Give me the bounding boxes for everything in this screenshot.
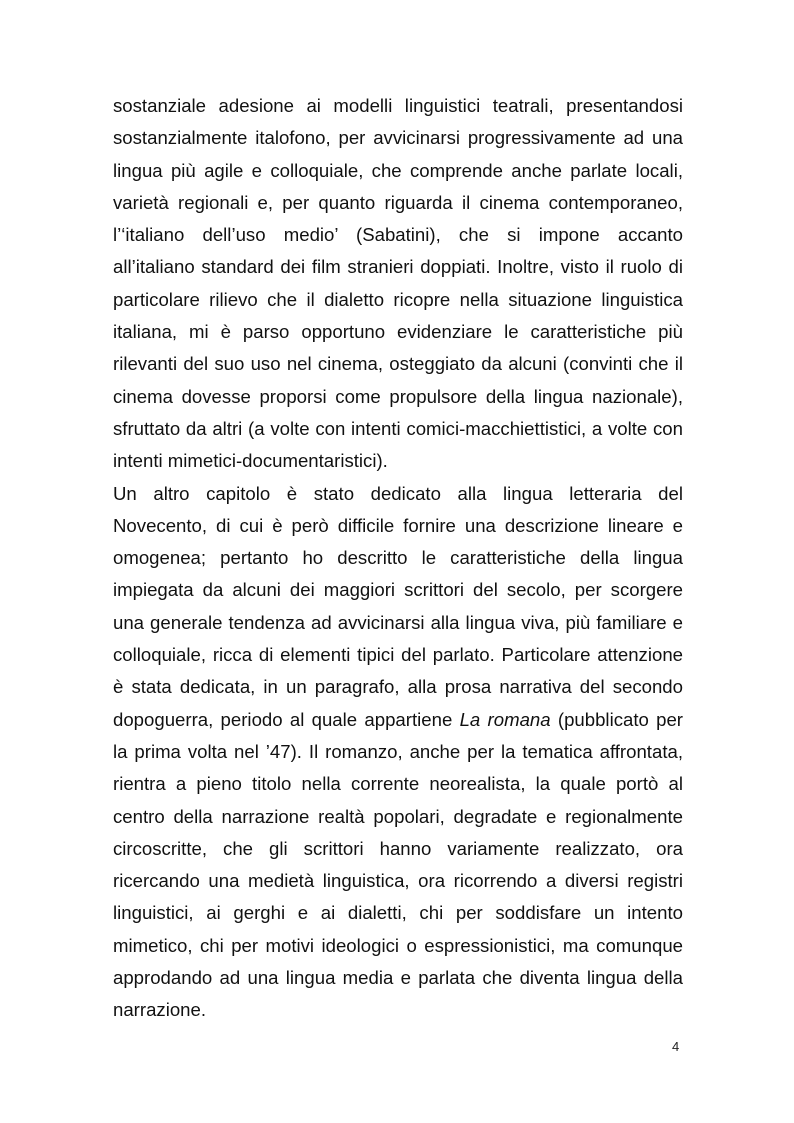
page-number: 4	[672, 1039, 680, 1054]
text-line: linguistici, ai gerghi e ai dialetti, chi per soddisfare un intento	[113, 902, 683, 924]
text-fragment: dopoguerra, periodo al quale appartiene	[113, 708, 460, 730]
text-line: sfruttato da altri (a volte con intenti comici-macchiettistici, a volte con	[113, 417, 683, 439]
text-line: Un altro capitolo è stato dedicato alla lingua letteraria del	[113, 482, 683, 504]
text-line: narrazione.	[113, 999, 207, 1021]
text-line: sostanziale adesione ai modelli linguistici teatrali, presentandosi	[113, 95, 683, 116]
text-line: omogenea; pertanto ho descritto le caratteristiche della lingua	[113, 547, 683, 569]
text-line: particolare rilievo che il dialetto ricopre nella situazione linguistica	[113, 288, 683, 310]
book-title: La romana	[459, 708, 551, 730]
text-line: approdando ad una lingua media e parlata che diventa lingua della	[113, 967, 683, 989]
text-line: impiegata da alcuni dei maggiori scrittori del secolo, per scorgere	[113, 579, 683, 601]
text-line: mimetico, chi per motivi ideologici o espressionistici, ma comunque	[113, 934, 683, 956]
text-line: varietà regionali e, per quanto riguarda il cinema contemporaneo,	[113, 191, 683, 213]
text-line: la prima volta nel ’47). Il romanzo, anche per la tematica affrontata,	[113, 740, 683, 762]
text-line: è stata dedicata, in un paragrafo, alla prosa narrativa del secondo	[113, 676, 683, 698]
text-line-with-title	[113, 704, 683, 736]
text-line: una generale tendenza ad avvicinarsi alla lingua viva, più familiare e	[113, 611, 683, 633]
text-line: sostanzialmente italofono, per avvicinarsi progressivamente ad una	[113, 127, 683, 149]
text-line: ricercando una medietà linguistica, ora ricorrendo a diversi registri	[113, 870, 683, 892]
text-line: Novecento, di cui è però difficile fornire una descrizione lineare e	[113, 514, 683, 536]
text-line: rilevanti del suo uso nel cinema, osteggiato da alcuni (convinti che il	[113, 353, 683, 375]
text-line: l’‘italiano dell’uso medio’ (Sabatini), che si impone accanto	[113, 224, 683, 246]
text-line: italiana, mi è parso opportuno evidenziare le caratteristiche più	[113, 321, 683, 343]
text-line: centro della narrazione realtà popolari, degradate e regionalmente	[113, 805, 683, 827]
text-line: intenti mimetici-documentaristici).	[113, 450, 388, 472]
text-line: colloquiale, ricca di elementi tipici del parlato. Particolare attenzione	[113, 644, 683, 666]
text-fragment: (pubblicato per	[550, 708, 683, 730]
text-line: all’italiano standard dei film stranieri doppiati. Inoltre, visto il ruolo di	[113, 256, 683, 278]
text-line: rientra a pieno titolo nella corrente neorealista, la quale portò al	[113, 773, 683, 795]
body-text	[113, 90, 683, 1027]
text-line: lingua più agile e colloquiale, che comprende anche parlate locali,	[113, 159, 683, 181]
text-line: circoscritte, che gli scrittori hanno variamente realizzato, ora	[113, 837, 683, 859]
text-line: cinema dovesse proporsi come propulsore della lingua nazionale),	[113, 385, 683, 407]
